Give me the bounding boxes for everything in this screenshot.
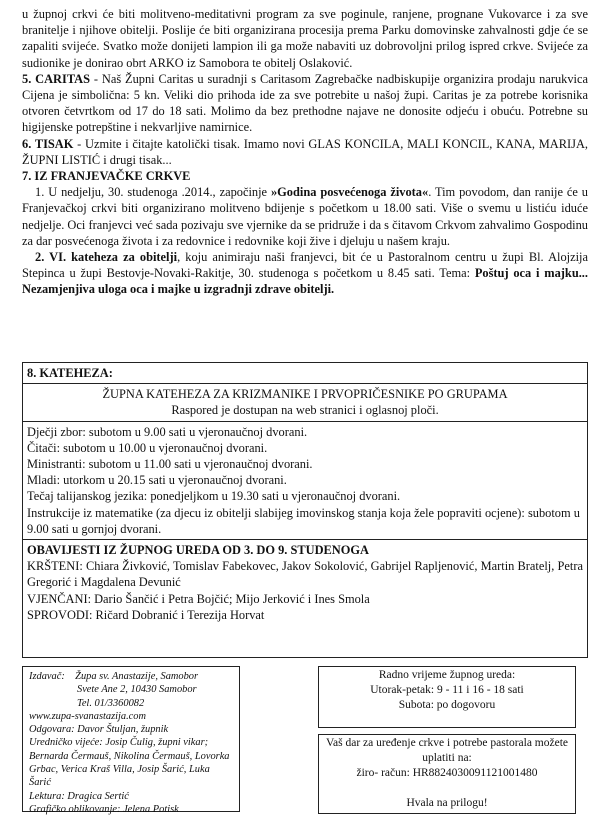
office-hours-title: Radno vrijeme župnog ureda:	[378, 669, 516, 681]
izdavac-phone: Tel. 01/3360082	[77, 697, 145, 709]
franjevacka-item-2: 2. VI. kateheza za obitelji, koju animiraju naši franjevci, bit će u Pastoralnom centru u župi Bl. Alojzija Stepinca u župi Bestovje-Novaki-Rakitje, 30. studenoga s početkom u 8.45 sati. Tema: Poštuj oca i majku... Nezamjenjiva uloga oca i majke u izgradnji zdrave obitelji.	[22, 250, 589, 297]
kateheza-schedule	[23, 422, 587, 540]
ured-heading: OBAVIJESTI IZ ŽUPNOG UREDA OD 3. DO 9. STUDENOGA	[27, 543, 369, 558]
krsteni-line: KRŠTENI: Chiara Živković, Tomislav Fabekovec, Jakov Sokolović, Gabrijel Rapljenović, Martin Bratelj, Petra Gregorić i Magdalena Devunić	[27, 559, 583, 590]
sprovodi-line: SPROVODI: Ričard Dobranić i Terezija Horvat	[27, 607, 265, 622]
donation-account: žiro- račun: HR8824030091121001480	[356, 767, 538, 779]
vjencani-line: VJENČANI: Dario Šančić i Petra Bojčić; Mijo Jerković i Ines Smola	[27, 591, 370, 606]
kateheza-subtitle: Raspored je dostupan na web stranici i oglasnoj ploči.	[171, 403, 439, 418]
donation-text: Vaš dar za uređenje crkve i potrebe pastorala možete uplatiti na:	[325, 737, 569, 764]
ured-section	[23, 540, 587, 625]
schedule-line: Instrukcije iz matematike (za djecu iz obitelji slabijeg imovinskog stanja koja žele popraviti ocjene): subotom u 9.00 sati u gornjoj dvorani.	[27, 505, 580, 536]
tisak-text: - Uzmite i čitajte katolički tisak. Imamo novi GLAS KONCILA, MALI KONCIL, KANA, MARIJA, ŽUPNI LISTIĆ i drugi tisak...	[22, 136, 588, 167]
schedule-line: Dječji zbor: subotom u 9.00 sati u vjeronaučnoj dvorani.	[27, 424, 308, 439]
caritas-paragraph	[22, 71, 588, 136]
donation-thanks: Hvala na prilogu!	[406, 797, 488, 809]
kateheza-title-row	[23, 384, 587, 421]
franjevacka-item-1: 1. U nedjelju, 30. studenoga .2014., započinje »Godina posvećenoga života«. Tim povodom, dan ranije će u Franjevačkoj crkvi biti organizirano molitveno bdijenje s početkom u 18.00 sati. Više o svemu u listiću iduće nedjelje. Oci franjevci već sada pozivaju sve vjernike da se pridruže i da s čitavom Crkvom zahvalimo Gospodinu za dar posvećenoga života i za redovnice i redovnike koji žive i djeluju u našem kraju.	[22, 185, 588, 248]
izdavac-line: Izdavač: Župa sv. Anastazije, Samobor	[29, 671, 199, 682]
franjevacka-heading: 7. IZ FRANJEVAČKE CRKVE	[22, 169, 191, 184]
kateheza-title: ŽUPNA KATEHEZA ZA KRIZMANIKE I PRVOPRIČESNIKE PO GRUPAMA	[102, 387, 508, 402]
office-hours-saturday: Subota: po dogovoru	[398, 699, 496, 711]
schedule-line: Čitači: subotom u 10.00 u vjeronaučnoj dvorani.	[27, 440, 268, 455]
caritas-text: - Naš Župni Caritas u suradnji s Caritasom Zagrebačke nadbiskupije organizira prodaju narukvica Cijena je simbolična: 5 kn. Veliki dio prihoda ide za sve potrebite u našoj župi. Caritas je za potrebe korisnika otvoren četvrtkom od 17 do 18 sati. Molimo da bez prethodne najave ne donosite odjeću i obuću. Potrebne su higijenske potrepštine i nekvarljive namirnice.	[22, 71, 588, 135]
graficko-line: Grafičko oblikovanje: Jelena Potisk	[29, 803, 179, 815]
vijece-line: Uredničko vijeće: Josip Čulig, župni vikar; Bernarda Čermauš, Nikolina Čermauš, Lovorka Grbac, Verica Kraš Villa, Josip Šarić, Luka Šarić	[29, 737, 230, 789]
kateheza-heading: 8. KATEHEZA:	[27, 366, 113, 380]
tisak-paragraph	[22, 136, 588, 168]
izdavac-address: Svete Ane 2, 10430 Samobor	[77, 684, 197, 696]
lektura-line: Lektura: Dragica Sertić	[29, 790, 129, 802]
intro-paragraph: u župnoj crkvi će biti molitveno-meditativni program za sve poginule, ranjene, prognane Vukovarce i za sve branitelje i njihove obitelji. Poslije će biti organizirana procesija prema Parku domovinske zahvalnosti gdje će se zapaliti svijeće. Svatko može donijeti lampion ili ga može nabaviti uz dobrovoljni prilog ispred crkve. Svijeće za sudionike je donirao obrt ARKO iz Samobora te obitelj Oslaković.	[22, 7, 588, 70]
tisak-heading: 6. TISAK	[22, 136, 74, 151]
announcements-body	[22, 6, 588, 298]
impressum-box	[22, 666, 240, 815]
caritas-heading: 5. CARITAS	[22, 71, 91, 86]
kateheza-heading-row	[23, 363, 587, 384]
schedule-line: Ministranti: subotom u 11.00 sati u vjeronaučnoj dvorani.	[27, 457, 313, 472]
donation-box	[318, 734, 576, 814]
website-link[interactable]: www.zupa-svanastazija.com	[29, 710, 146, 722]
odgovara-line: Odgovara: Davor Štuljan, župnik	[29, 724, 169, 736]
schedule-line: Tečaj talijanskog jezika: ponedjeljkom u 19.30 sati u vjeronaučnoj dvorani.	[27, 489, 401, 504]
kateheza-box	[22, 362, 588, 658]
schedule-line: Mladi: utorkom u 20.15 sati u vjeronaučnoj dvorani.	[27, 473, 287, 488]
office-hours-box	[318, 666, 576, 728]
office-hours-weekday: Utorak-petak: 9 - 11 i 16 - 18 sati	[370, 684, 524, 696]
